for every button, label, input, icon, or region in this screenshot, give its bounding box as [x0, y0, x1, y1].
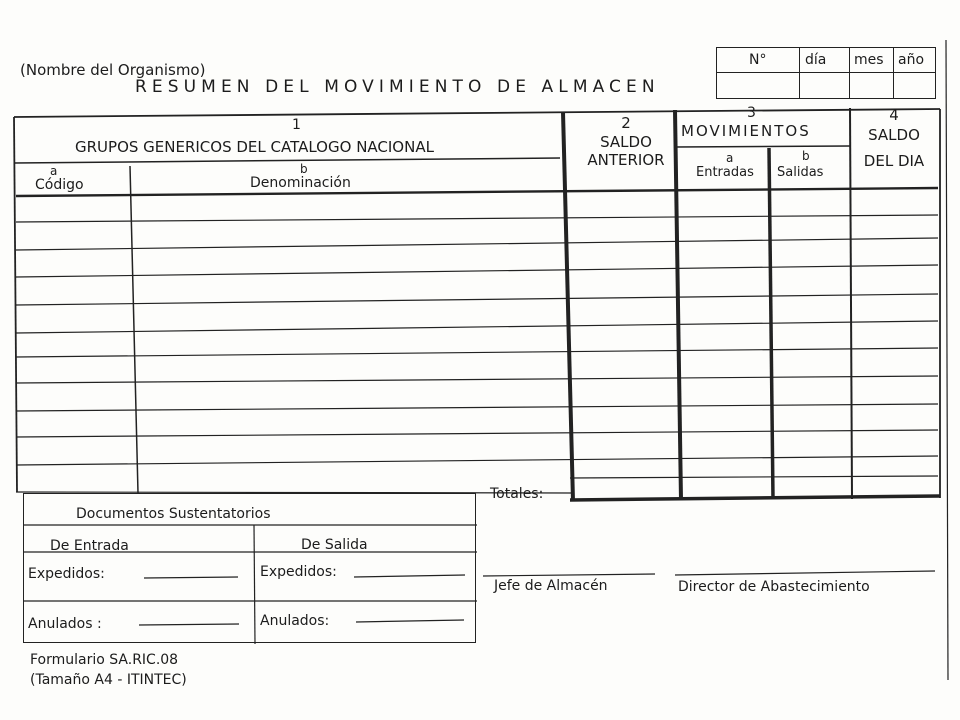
number-label: N°: [749, 52, 767, 68]
entries-header: Entradas: [696, 165, 754, 180]
form-code: Formulario SA.RIC.08: [30, 652, 179, 668]
col4-line1: SALDO: [868, 125, 920, 144]
col2-number: 2: [621, 114, 631, 132]
denomination-header: Denominación: [250, 175, 351, 191]
code-header: Código: [35, 177, 84, 193]
movements-header: MOVIMIENTOS: [681, 122, 811, 140]
supporting-documents-box: [23, 493, 476, 643]
denomination-letter: b: [300, 162, 308, 176]
exit-documents-header: De Salida: [301, 537, 368, 553]
group1-title: GRUPOS GENERICOS DEL CATALOGO NACIONAL: [75, 138, 434, 156]
totals-label: Totales:: [490, 486, 544, 502]
day-label: día: [805, 52, 827, 68]
col3-number: 3: [747, 105, 756, 121]
day-balance-header: [852, 107, 936, 170]
organism-name: (Nombre del Organismo): [20, 61, 206, 79]
month-label: mes: [854, 52, 884, 68]
col4-line2: DEL DIA: [863, 152, 925, 170]
exit-issued-label: Expedidos:: [260, 564, 337, 580]
entry-cancelled-label: Anulados :: [28, 616, 102, 632]
col2-line2: ANTERIOR: [587, 151, 665, 169]
exits-letter: b: [802, 149, 810, 163]
entries-letter: a: [726, 151, 734, 165]
code-letter: a: [50, 164, 58, 178]
documents-title: Documentos Sustentatorios: [76, 506, 271, 522]
group1-number: 1: [292, 117, 301, 133]
form-size: (Tamaño A4 - ITINTEC): [30, 672, 187, 688]
col4-number: 4: [889, 106, 899, 124]
warehouse-chief-signature: Jefe de Almacén: [494, 578, 608, 594]
previous-balance-header: [580, 115, 672, 169]
col2-line1: SALDO: [600, 132, 652, 151]
exit-cancelled-label: Anulados:: [260, 613, 330, 629]
entry-documents-header: De Entrada: [50, 538, 129, 554]
entry-issued-label: Expedidos:: [28, 566, 105, 582]
document-title: RESUMEN DEL MOVIMIENTO DE ALMACEN: [135, 77, 660, 97]
exits-header: Salidas: [777, 165, 824, 180]
supply-director-signature: Director de Abastecimiento: [678, 579, 870, 595]
year-label: año: [898, 52, 925, 68]
